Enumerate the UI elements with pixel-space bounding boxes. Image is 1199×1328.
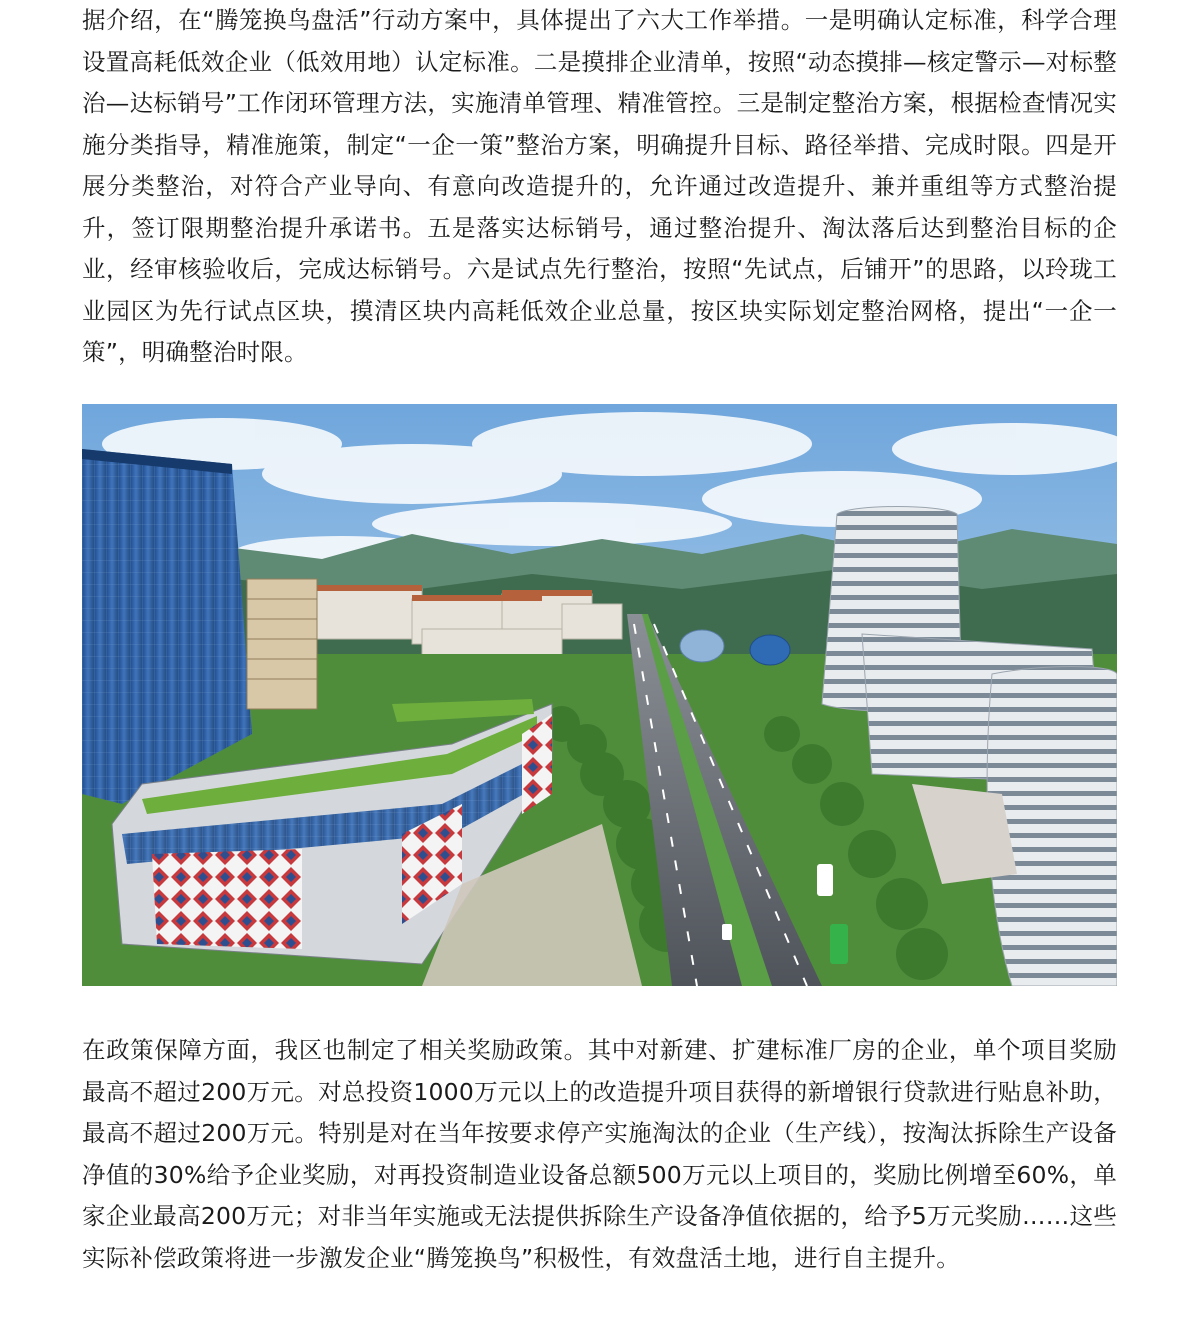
aerial-city-photo — [82, 404, 1117, 986]
article-paragraph-2: 在政策保障方面，我区也制定了相关奖励政策。其中对新建、扩建标准厂房的企业，单个项目奖励最高不超过200万元。对总投资1000万元以上的改造提升项目获得的新增银行贷款进行贴息补助，最高不超过200万元。特别是对在当年按要求停产实施淘汰的企业（生产线），按淘汰拆除生产设备净值的30%给予企业奖励，对再投资制造业设备总额500万元以上项目的，奖励比例增至60%，单家企业最高200万元；对非当年实施或无法提供拆除生产设备净值依据的，给予5万元奖励……这些实际补偿政策将进一步激发企业“腾笼换鸟”积极性，有效盘活土地，进行自主提升。 — [82, 1036, 1117, 1272]
article-paragraph-1: 据介绍，在“腾笼换鸟盘活”行动方案中，具体提出了六大工作举措。一是明确认定标准，科学合理设置高耗低效企业（低效用地）认定标准。二是摸排企业清单，按照“动态摸排—核定警示—对标整治—达标销号”工作闭环管理方法，实施清单管理、精准管控。三是制定整治方案，根据检查情况实施分类指导，精准施策，制定“一企一策”整治方案，明确提升目标、路径举措、完成时限。四是开展分类整治，对符合产业导向、有意向改造提升的，允许通过改造提升、兼并重组等方式整治提升，签订限期整治提升承诺书。五是落实达标销号，通过整治提升、淘汰落后达到整治目标的企业，经审核验收后，完成达标销号。六是试点先行整治，按照“先试点，后铺开”的思路，以玲珑工业园区为先行试点区块，摸清区块内高耗低效企业总量，按区块实际划定整治网格，提出“一企一策”，明确整治时限。 — [82, 6, 1117, 366]
article-bottom — [82, 1030, 1117, 1279]
article-top — [82, 0, 1117, 374]
aerial-city-illustration — [82, 404, 1117, 986]
